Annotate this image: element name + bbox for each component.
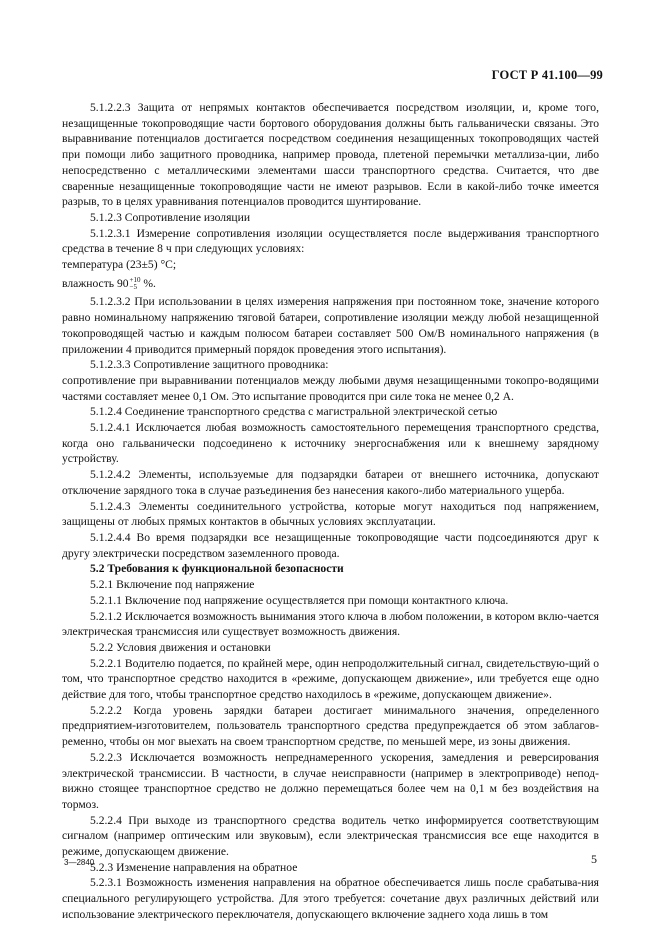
paragraph: 5.2.1 Включение под напряжение <box>90 578 255 592</box>
paragraph: 5.1.2.4 Соединение транспортного средства с магистральной электрической сетью <box>90 405 498 419</box>
tolerance: +10 −5 <box>129 276 141 292</box>
paragraph: 5.1.2.4.3 Элементы соединительного устройства, которые могут находиться под напряжением, защищены от любых прямых контактов в обычных условиях эксплуатации. <box>62 499 599 529</box>
paragraph: 5.1.2.3.2 При использовании в целях измерения напряжения при постоянном токе, значение которого равно номинальному напряжению тяговой батареи, сопротивление изоляции между любой незащищенной токопроводящей частью и каждым полюсом батареи составляет 500 Ом/В номинального напряжения (в приложении 4 приводится примерный порядок проведения этого испытания). <box>62 295 599 356</box>
paragraph: 5.1.2.3 Сопротивление изоляции <box>90 210 251 224</box>
paragraph: температура (23±5) °С; <box>62 258 177 272</box>
paragraph: 5.2.3 Изменение направления на обратное <box>90 860 298 874</box>
paragraph: 5.2.2 Условия движения и остановки <box>90 640 271 654</box>
paragraph: 5.2.2.1 Водителю подается, по крайней мере, один непродолжительный сигнал, свидетельствую-щий о том, что транспортное средство находится в «режиме, допускающем движение», или требуется еще одно действие для того, чтобы транспортное средство находилось в «режиме, допускающем движение». <box>62 656 599 702</box>
section-heading: 5.2 Требования к функциональной безопасности <box>90 562 344 576</box>
paragraph: 5.1.2.4.4 Во время подзарядки все незащищенные токопроводящие части подсоединяются друг к другу электрически посредством заземленного провода. <box>62 530 599 560</box>
page-number: 5 <box>591 852 597 866</box>
document-body <box>62 100 599 923</box>
paragraph: сопротивление при выравнивании потенциалов между любыми двумя незащищенными токопро-водящими частями составляет менее 0,1 Ом. Это испытание проводится при силе тока не менее 0,2 А. <box>62 373 599 403</box>
paragraph: 5.2.1.1 Включение под напряжение осуществляется при помощи контактного ключа. <box>90 593 509 607</box>
print-mark: 3—2840 <box>64 858 95 867</box>
paragraph: 5.2.2.2 Когда уровень зарядки батареи достигает минимального значения, определенного предприятием-изготовителем, пользователь транспортного средства предупреждается об этом заблагов-ременно, чтобы он мог выехать на своем транспортном средстве, по меньшей мере, из зоны движения. <box>62 703 599 749</box>
paragraph: 5.1.2.4.2 Элементы, используемые для подзарядки батареи от внешнего источника, допускают отключение зарядного тока в случае разъединения без нанесения какого-либо материального ущерба. <box>62 468 599 497</box>
paragraph: 5.2.2.4 При выходе из транспортного средства водитель четко информируется соответствующим сигналом (например оптическим или звуковым), если электрическая трансмиссия все еще находится в режиме, допускающем движение. <box>62 813 599 859</box>
humidity-line: влажность 90 +10 −5 %. <box>62 276 156 292</box>
paragraph: 5.1.2.2.3 Защита от непрямых контактов обеспечивается посредством изоляции, и, кроме того, незащищенные токопроводящие части бортового оборудования должны быть гальванически связаны. Это выравнивание потенциалов достигается посредством соединения незащищенных токопроводящих частей при помощи либо защитного проводника, например провода, плетеной перемычки металлиза-ции, либо непосредственно с металлическими элементами шасси транспортного средства. Считается, что две сваренные незащищенные токопроводящие части не имеют разрывов. Если в какой-либо точке имеется разрыв, то в целях уравнивания потенциалов проводится шунтирование. <box>62 101 599 209</box>
paragraph: 5.2.3.1 Возможность изменения направления на обратное обеспечивается лишь после срабатыва-ния специального регулирующего устройства. Для этого требуется: сочетание двух различных действий или использование электрического переключателя, допускающего включение заднего хода лишь в том <box>62 876 599 921</box>
paragraph: 5.2.1.2 Исключается возможность вынимания этого ключа в любом положении, в котором вклю-чается электрическая трансмиссия или существует возможность движения. <box>62 609 599 639</box>
document-code-header: ГОСТ Р 41.100—99 <box>491 68 603 82</box>
paragraph: 5.1.2.3.1 Измерение сопротивления изоляции осуществляется после выдерживания транспортного средства в течение 8 ч при следующих условиях: <box>62 226 599 256</box>
paragraph: 5.1.2.4.1 Исключается любая возможность самостоятельного перемещения транспортного средства, когда оно гальванически подсоединено к источнику энергоснабжения или к внешнему зарядному устройству. <box>62 421 599 466</box>
paragraph: 5.1.2.3.3 Сопротивление защитного проводника: <box>90 358 329 372</box>
paragraph: 5.2.2.3 Исключается возможность непреднамеренного ускорения, замедления и реверсирования электрической трансмиссии. В частности, в случае неисправности (например в электроприводе) непод-вижно стоящее транспортное средство не должно перемещаться более чем на 0,1 м без воздействия на тормоз. <box>62 750 599 811</box>
